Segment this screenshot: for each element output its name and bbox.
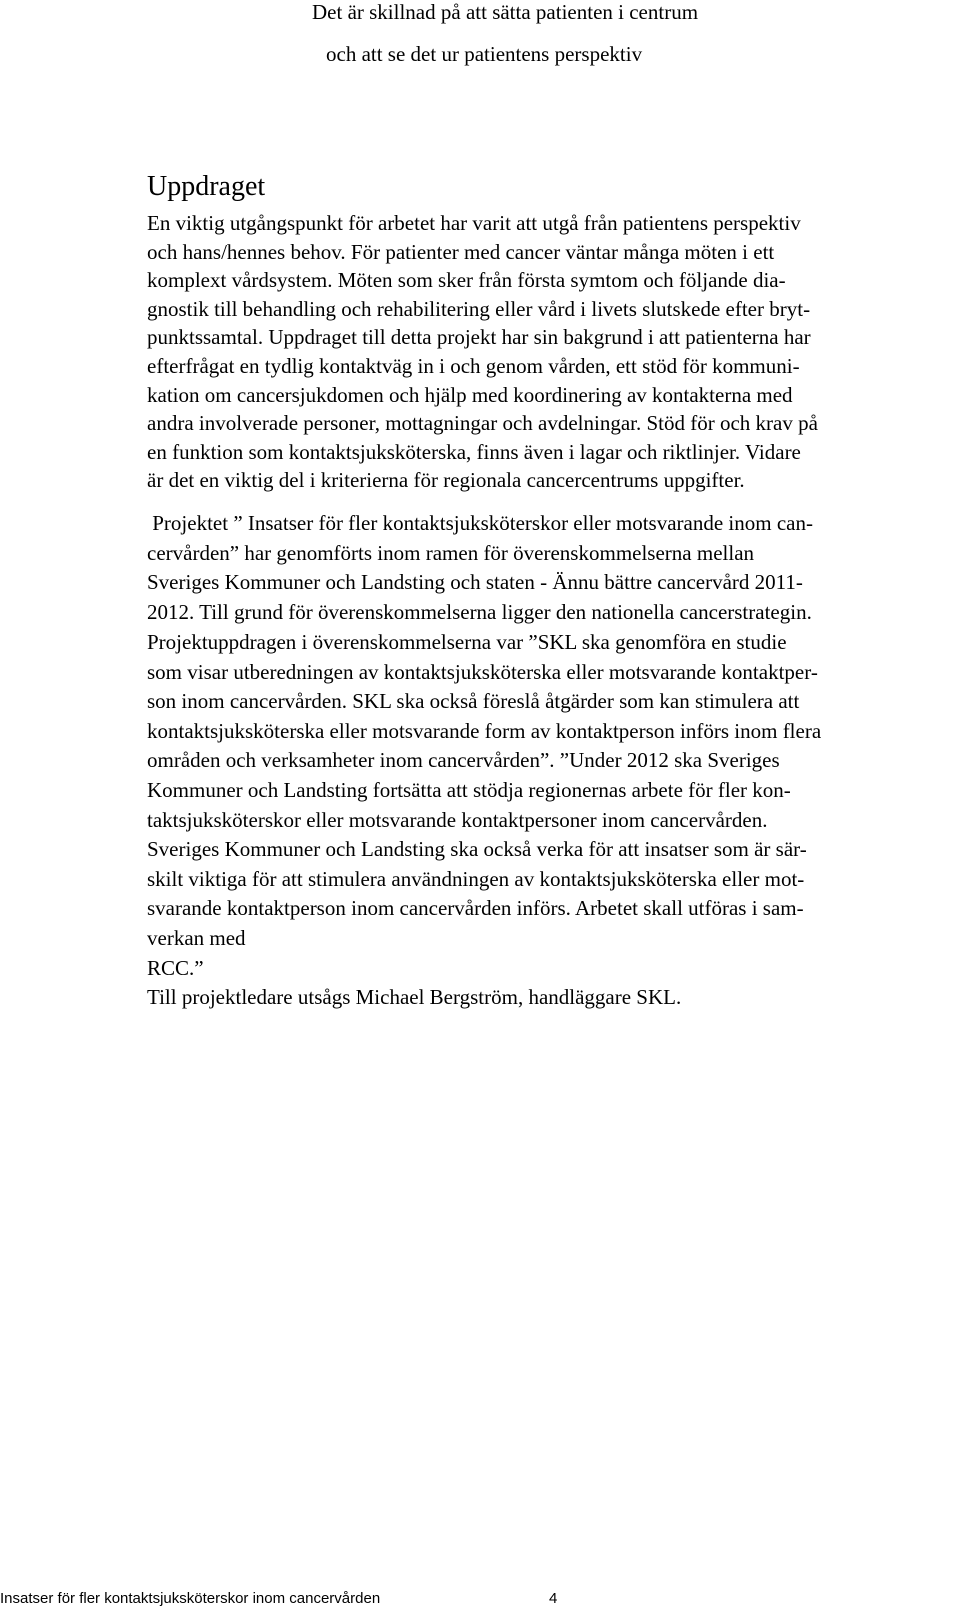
paragraph-2-line: Sveriges Kommuner och Landsting och staten - Ännu bättre cancervård 2011- — [147, 570, 803, 595]
paragraph-1-line: andra involverade personer, mottagningar och avdelningar. Stöd för och krav på — [147, 411, 818, 436]
paragraph-3-line: som visar utberedningen av kontaktsjuksköterska eller motsvarande kontaktper- — [147, 659, 818, 684]
paragraph-1-line: kation om cancersjukdomen och hjälp med koordinering av kontakterna med — [147, 382, 793, 407]
paragraph-3-line: kontaktsjuksköterska eller motsvarande form av kontaktperson införs inom flera — [147, 718, 822, 743]
paragraph-1-line: punktssamtal. Uppdraget till detta projekt har sin bakgrund i att patienterna har — [147, 325, 811, 350]
paragraph-1-line: gnostik till behandling och rehabilitering eller vård i livets slutskede efter bryt- — [147, 296, 811, 321]
paragraph-3-line: Sveriges Kommuner och Landsting ska också verka för att insatser som är sär- — [147, 837, 807, 862]
paragraph-3-line: verkan med — [147, 925, 246, 950]
paragraph-3-line: taktsjuksköterskor eller motsvarande kontaktpersoner inom cancervården. — [147, 807, 768, 832]
paragraph-1-line: efterfrågat en tydlig kontaktväg in i och genom vården, ett stöd för kommuni- — [147, 353, 800, 378]
paragraph-3 — [147, 628, 933, 983]
paragraph-2 — [147, 509, 933, 627]
paragraph-2-line: Projektet ” Insatser för fler kontaktsjuksköterskor eller motsvarande inom can- — [147, 511, 813, 535]
paragraph-1-line: och hans/hennes behov. För patienter med cancer väntar många möten i ett — [147, 239, 775, 264]
paragraph-3-line: svarande kontaktperson inom cancervården införs. Arbetet skall utföras i sam- — [147, 896, 804, 921]
paragraph-3-line: son inom cancervården. SKL ska också föreslå åtgärder som kan stimulera att — [147, 689, 800, 714]
paragraph-3-line: Projektuppdragen i överenskommelserna var ”SKL ska genomföra en studie — [147, 630, 787, 654]
paragraph-1-line: en funktion som kontaktsjuksköterska, finns även i lagar och riktlinjer. Vidare — [147, 439, 801, 464]
header-line-1: Det är skillnad på att sätta patienten i centrum — [312, 0, 699, 24]
paragraph-3-line: områden och verksamheter inom cancervården”. ”Under 2012 ska Sveriges — [147, 748, 780, 773]
paragraph-1-line: är det en viktig del i kriterierna för regionala cancercentrums uppgifter. — [147, 468, 745, 493]
paragraph-2-line: cervården” har genomförts inom ramen för överenskommelserna mellan — [147, 540, 755, 565]
paragraph-1 — [147, 209, 933, 495]
section-heading: Uppdraget — [147, 171, 266, 202]
paragraph-1-line: komplext vårdsystem. Möten som sker från första symtom och följande dia- — [147, 268, 786, 293]
paragraph-1-line: En viktig utgångspunkt för arbetet har varit att utgå från patientens perspektiv — [147, 211, 801, 235]
header-line-2: och att se det ur patientens perspektiv — [326, 42, 643, 66]
paragraph-4-line: Till projektledare utsågs Michael Bergström, handläggare SKL. — [147, 985, 682, 1009]
paragraph-3-line: Kommuner och Landsting fortsätta att stödja regionernas arbete för fler kon- — [147, 777, 791, 802]
paragraph-3-line: skilt viktiga för att stimulera användningen av kontaktsjuksköterska eller mot- — [147, 866, 805, 891]
page-number: 4 — [549, 1590, 558, 1607]
footer-document-title: Insatser för fler kontaktsjuksköterskor inom cancervården — [0, 1590, 381, 1607]
paragraph-4 — [147, 983, 933, 1012]
paragraph-3-line: RCC.” — [147, 955, 204, 980]
paragraph-2-line: 2012. Till grund för överenskommelserna ligger den nationella cancerstrategin. — [147, 599, 812, 624]
